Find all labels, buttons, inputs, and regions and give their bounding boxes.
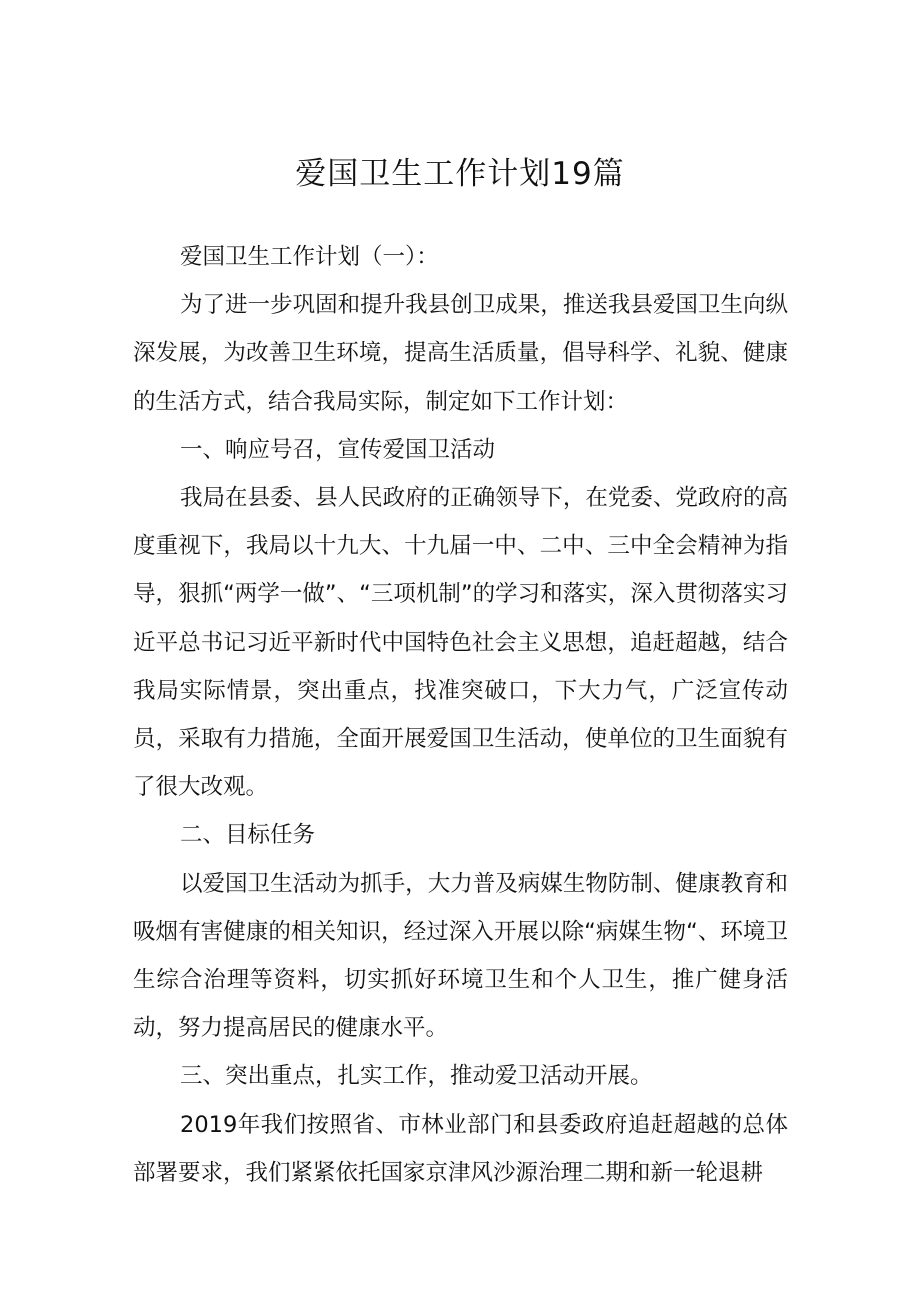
- section-heading-2: 二、目标任务: [180, 822, 316, 849]
- paragraph-section-2: 以爱国卫生活动为抓手，大力普及病媒生物防制、健康教育和吸烟有害健康的相关知识，经过深入开展以除“病媒生物“、环境卫生综合治理等资料，切实抓好环境卫生和个人卫生，推广健身活动，努力提高居民的健康水平。: [133, 870, 788, 1042]
- document-body: [133, 233, 788, 1197]
- paragraph-section-3: 2019年我们按照省、市林业部门和县委政府追赶超越的总体部署要求，我们紧紧依托国家京津风沙源治理二期和新一轮退耕: [133, 1111, 788, 1186]
- paragraph-heading-plan-one: 爱国卫生工作计划（一）：: [180, 244, 439, 270]
- document-title: 爱国卫生工作计划19篇: [295, 156, 625, 192]
- paragraph-section-1: 我局在县委、县人民政府的正确领导下，在党委、党政府的高度重视下，我局以十九大、十九届一中、二中、三中全会精神为指导，狠抓“两学一做”、“三项机制”的学习和落实，深入贯彻落实习近平总书记习近平新时代中国特色社会主义思想，追赶超越，结合我局实际情景，突出重点，找准突破口，下大力气，广泛宣传动员，采取有力措施，全面开展爱国卫生活动，使单位的卫生面貌有了很大改观。: [133, 485, 788, 801]
- section-heading-1: 一、响应号召，宣传爱国卫活动: [180, 436, 496, 463]
- paragraph-intro: 为了进一步巩固和提升我县创卫成果，推送我县爱国卫生向纵深发展，为改善卫生环境，提高生活质量，倡导科学、礼貌、健康的生活方式，结合我局实际，制定如下工作计划：: [133, 292, 788, 415]
- section-heading-3: 三、突出重点，扎实工作，推动爱卫活动开展。: [180, 1063, 653, 1090]
